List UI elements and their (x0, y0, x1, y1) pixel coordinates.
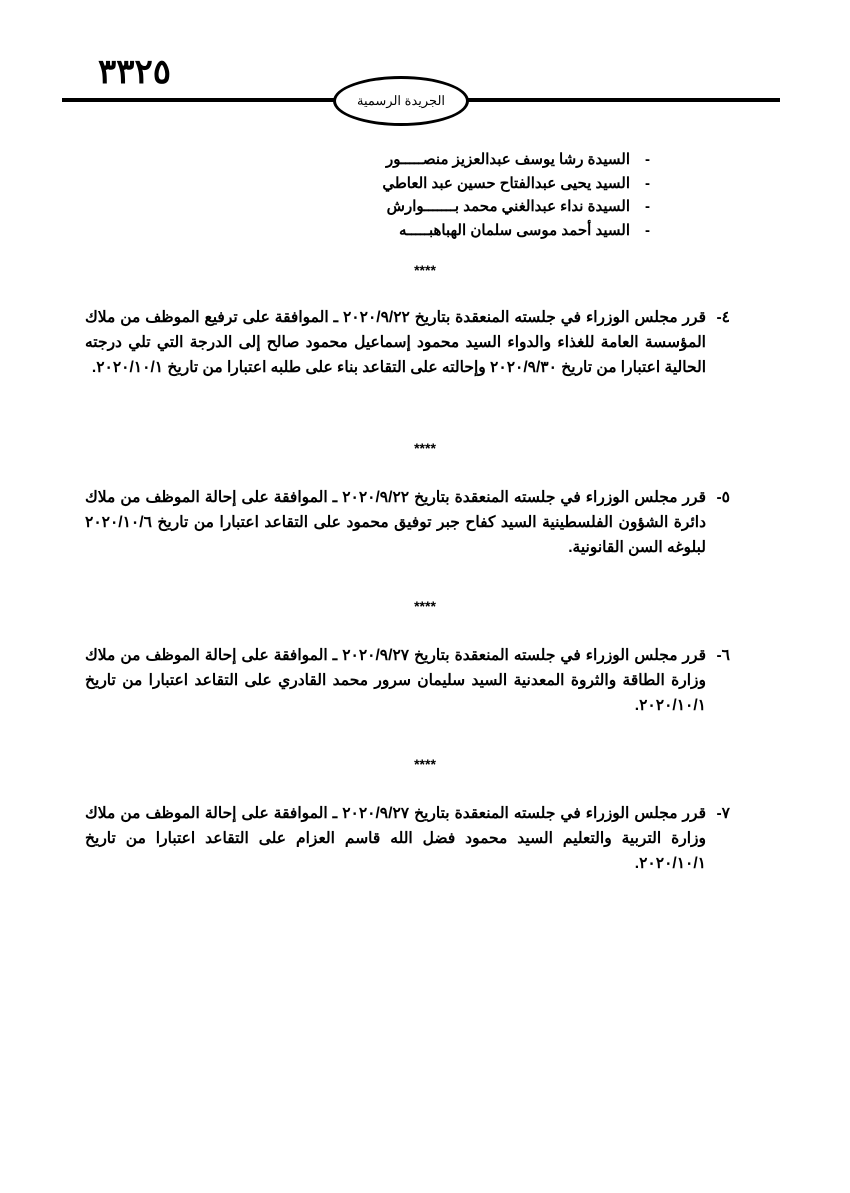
separator: **** (414, 262, 436, 278)
item-number: ٦- (716, 647, 730, 664)
decision-item (85, 801, 730, 876)
decision-item (85, 485, 730, 560)
list-item: - السيد أحمد موسى سلمان الهباهبـــــه (382, 219, 650, 243)
separator: **** (414, 598, 436, 614)
gazette-title: الجريدة الرسمية (356, 93, 446, 108)
separator: **** (414, 756, 436, 772)
item-text: قرر مجلس الوزراء في جلسته المنعقدة بتاريخ ٢٠٢٠/٩/٢٧ ـ الموافقة على إحالة الموظف من ملاك وزارة التربية والتعليم السيد محمود فضل الله قاسم العزام على التقاعد اعتبارا من تاريخ ٢٠٢٠/١٠/١. (85, 805, 706, 872)
separator: **** (414, 440, 436, 456)
decision-item (85, 305, 730, 380)
item-number: ٧- (716, 805, 730, 822)
item-number: ٥- (716, 489, 730, 506)
item-text: قرر مجلس الوزراء في جلسته المنعقدة بتاريخ ٢٠٢٠/٩/٢٧ ـ الموافقة على إحالة الموظف من ملاك وزارة الطاقة والثروة المعدنية السيد سليمان سرور محمد القادري على التقاعد اعتبارا من تاريخ ٢٠٢٠/١٠/١. (85, 647, 706, 714)
list-item: - السيدة رشا يوسف عبدالعزيز منصـــــور (382, 148, 650, 172)
gazette-title-oval (333, 76, 469, 126)
list-item: - السيد يحيى عبدالفتاح حسين عبد العاطي (382, 172, 650, 196)
decision-item (85, 643, 730, 718)
item-text: قرر مجلس الوزراء في جلسته المنعقدة بتاريخ ٢٠٢٠/٩/٢٢ ـ الموافقة على ترفيع الموظف من ملاك المؤسسة العامة للغذاء والدواء السيد محمود إسماعيل محمود صالح إلى الدرجة التي تلي درجته الحالية اعتبارا من تاريخ ٢٠٢٠/٩/٣٠ وإحالته على التقاعد بناء على طلبه اعتبارا من تاريخ ٢٠٢٠/١٠/١. (85, 309, 707, 376)
page-number: ٣٣٢٥ (98, 53, 172, 91)
item-text: قرر مجلس الوزراء في جلسته المنعقدة بتاريخ ٢٠٢٠/٩/٢٢ ـ الموافقة على إحالة الموظف من ملاك دائرة الشؤون الفلسطينية السيد كفاح جبر توفيق محمود على التقاعد اعتبارا من تاريخ ٢٠٢٠/١٠/٦ لبلوغه السن القانونية. (85, 489, 706, 556)
item-number: ٤- (716, 309, 730, 326)
names-list (382, 148, 650, 242)
list-item: - السيدة نداء عبدالغني محمد بـــــــوارش (382, 195, 650, 219)
